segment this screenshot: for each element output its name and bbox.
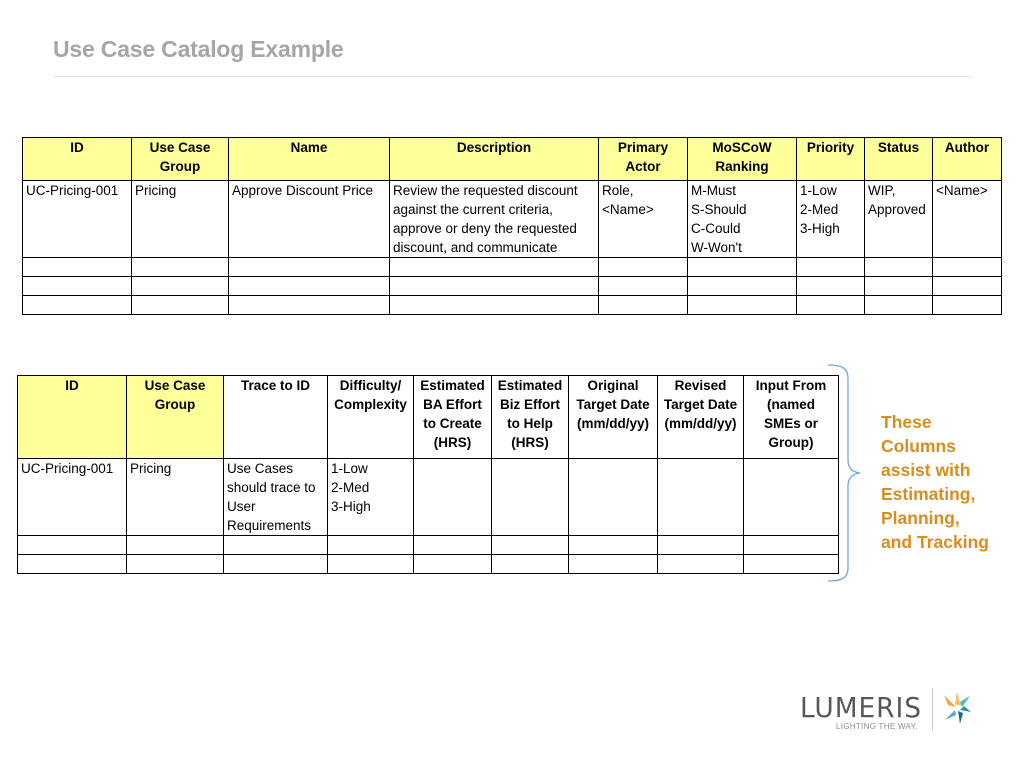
estimating-planning-table [17, 375, 839, 574]
table2-header [744, 376, 839, 459]
text-line: (mm/dd/yy) [576, 416, 649, 431]
moscow-cell [688, 181, 797, 258]
text-line: Ranking [715, 159, 769, 174]
text-line: 2-Med [800, 202, 839, 217]
text-line: (HRS) [511, 435, 549, 450]
table1-header-row [23, 138, 1002, 181]
text-line: Difficulty/ [339, 378, 402, 393]
table1-header [390, 138, 599, 181]
text-line: Priority [806, 140, 855, 155]
text-line: to Create [423, 416, 482, 431]
text-line: Planning, [881, 508, 960, 528]
table-row [23, 277, 1002, 296]
text-line: Role, [602, 183, 634, 198]
table-row [23, 296, 1002, 315]
text-line: Use Case [149, 140, 211, 155]
text-line: M-Must [691, 183, 736, 198]
logo-wordmark: LUMERIS [800, 691, 922, 722]
text-line: to Help [507, 416, 553, 431]
text-line: Columns [881, 436, 956, 456]
text-line: MoSCoW [712, 140, 772, 155]
table1-header [132, 138, 229, 181]
table2-header [328, 376, 414, 459]
text-line: Biz Effort [500, 397, 560, 412]
text-line: Name [290, 140, 328, 155]
table1-header [688, 138, 797, 181]
text-line: Approved [868, 202, 926, 217]
text-line: C-Could [691, 221, 741, 236]
text-line: Input From [755, 378, 827, 393]
title-divider [53, 76, 972, 77]
actor-cell [599, 181, 688, 258]
text-line: Group) [768, 435, 814, 450]
id-cell: UC-Pricing-001 [18, 459, 127, 536]
table1-header [229, 138, 390, 181]
text-line: User [227, 499, 256, 514]
curly-brace-icon [826, 364, 862, 582]
page-title: Use Case Catalog Example [53, 36, 344, 62]
author-cell: <Name> [933, 181, 1002, 258]
text-line: Trace to ID [240, 378, 311, 393]
text-line: Review the requested discount [393, 183, 578, 198]
description-cell [390, 181, 599, 258]
text-line: W-Won't [691, 240, 742, 255]
text-line: BA Effort [423, 397, 482, 412]
text-line: Requirements [227, 518, 312, 533]
group-cell: Pricing [132, 181, 229, 258]
table2-header [18, 376, 127, 459]
name-cell: Approve Discount Price [229, 181, 390, 258]
trace-cell [224, 459, 328, 536]
text-line: Use Cases [227, 461, 294, 476]
table2-header-row [18, 376, 839, 459]
text-line: Group [154, 397, 196, 412]
text-line: 3-High [800, 221, 840, 236]
table1-header [599, 138, 688, 181]
text-line: Original [587, 378, 639, 393]
status-cell [865, 181, 933, 258]
text-line: Target Date [576, 397, 650, 412]
text-line: ID [70, 140, 84, 155]
table1-header [933, 138, 1002, 181]
priority-cell [797, 181, 865, 258]
text-line: Complexity [334, 397, 407, 412]
table-row [18, 459, 839, 536]
text-line: Author [944, 140, 990, 155]
text-line: discount, and communicate [393, 240, 558, 255]
text-line: Status [877, 140, 920, 155]
id-cell: UC-Pricing-001 [23, 181, 132, 258]
difficulty-cell [328, 459, 414, 536]
text-line: Description [456, 140, 532, 155]
table1-header [23, 138, 132, 181]
text-line: Use Case [144, 378, 206, 393]
text-line: assist with [881, 460, 971, 480]
logo-tagline: LIGHTING THE WAY. [836, 722, 918, 731]
text-line: S-Should [691, 202, 747, 217]
text-line: <Name> [602, 202, 654, 217]
text-line: should trace to [227, 480, 316, 495]
columns-note [881, 410, 1011, 554]
text-line: Estimating, [881, 484, 976, 504]
text-line: These [881, 412, 932, 432]
group-cell: Pricing [127, 459, 224, 536]
text-line: (HRS) [433, 435, 472, 450]
table-row [23, 181, 1002, 258]
table2-header [224, 376, 328, 459]
table-row [18, 536, 839, 555]
text-line: and Tracking [881, 532, 989, 552]
text-line: 2-Med [331, 480, 370, 495]
table2-header [127, 376, 224, 459]
table2-header [414, 376, 492, 459]
lumeris-star-icon [940, 690, 974, 726]
text-line: (named [766, 397, 815, 412]
text-line: Estimated [497, 378, 563, 393]
text-line: (mm/dd/yy) [664, 416, 737, 431]
text-line: Group [159, 159, 201, 174]
text-line: 1-Low [800, 183, 837, 198]
text-line: Revised [674, 378, 727, 393]
text-line: Target Date [663, 397, 738, 412]
text-line: WIP, [868, 183, 896, 198]
text-line: 3-High [331, 499, 371, 514]
lumeris-wordmark-icon [798, 690, 928, 722]
text-line: 1-Low [331, 461, 368, 476]
table2-header [492, 376, 569, 459]
table1-header [797, 138, 865, 181]
text-line: Actor [625, 159, 661, 174]
text-line: Estimated [420, 378, 485, 393]
text-line: SMEs or [763, 416, 818, 431]
table1-header [865, 138, 933, 181]
table-row [18, 555, 839, 574]
use-case-catalog-table [22, 137, 1002, 315]
table-row [23, 258, 1002, 277]
table2-header [658, 376, 744, 459]
text-line: against the current criteria, [393, 202, 553, 217]
text-line: approve or deny the requested [393, 221, 577, 236]
text-line: Primary [617, 140, 669, 155]
table2-header [569, 376, 658, 459]
logo-divider [932, 688, 933, 730]
lumeris-logo [798, 686, 978, 734]
text-line: ID [65, 378, 79, 393]
